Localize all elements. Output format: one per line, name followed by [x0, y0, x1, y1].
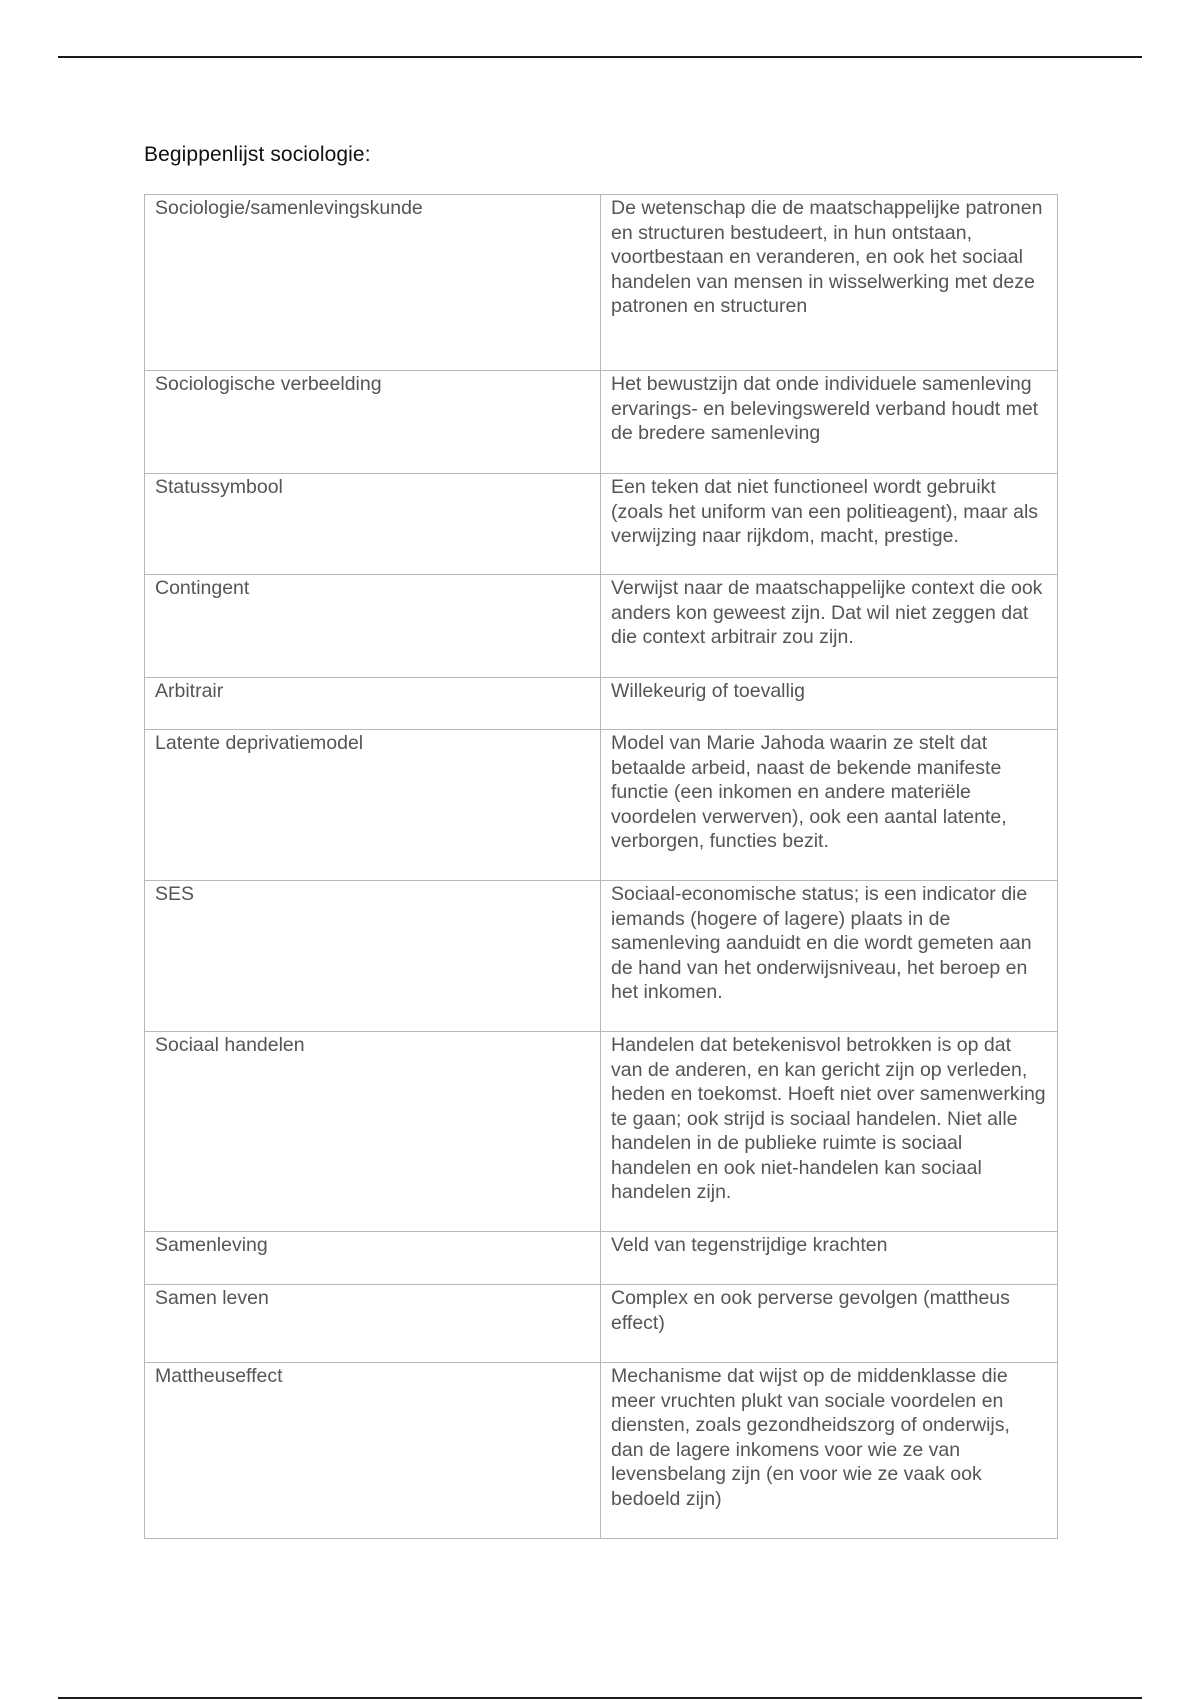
definition-cell: Willekeurig of toevallig [601, 678, 1058, 730]
definition-cell: Verwijst naar de maatschappelijke context die ook anders kon geweest zijn. Dat wil niet zeggen dat die context arbitrair zou zijn. [601, 575, 1058, 678]
definition-cell: Een teken dat niet functioneel wordt gebruikt (zoals het uniform van een politieagent), maar als verwijzing naar rijkdom, macht, prestige. [601, 474, 1058, 575]
table-row [145, 678, 1058, 730]
term-cell: Sociologie/samenlevingskunde [145, 195, 601, 371]
definition-cell: Mechanisme dat wijst op de middenklasse die meer vruchten plukt van sociale voordelen en diensten, zoals gezondheidszorg of onderwijs, dan de lagere inkomens voor wie ze van levensbelang zijn (en voor wie ze vaak ook bedoeld zijn) [601, 1363, 1058, 1539]
table-row [145, 730, 1058, 881]
term-cell: SES [145, 881, 601, 1032]
term-cell: Latente deprivatiemodel [145, 730, 601, 881]
definition-cell: Sociaal-economische status; is een indicator die iemands (hogere of lagere) plaats in de samenleving aanduidt en die wordt gemeten aan de hand van het onderwijsniveau, het beroep en het inkomen. [601, 881, 1058, 1032]
table-row [145, 1032, 1058, 1232]
header-rule [58, 56, 1142, 58]
table-row [145, 195, 1058, 371]
table-row [145, 371, 1058, 474]
glossary-table [144, 194, 1058, 1539]
term-cell: Arbitrair [145, 678, 601, 730]
page-title: Begippenlijst sociologie: [144, 143, 371, 166]
table-row [145, 474, 1058, 575]
term-cell: Samenleving [145, 1232, 601, 1285]
definition-cell: De wetenschap die de maatschappelijke patronen en structuren bestudeert, in hun ontstaan, voortbestaan en veranderen, en ook het sociaal handelen van mensen in wisselwerking met deze patronen en structuren [601, 195, 1058, 371]
term-cell: Mattheuseffect [145, 1363, 601, 1539]
definition-cell: Veld van tegenstrijdige krachten [601, 1232, 1058, 1285]
term-cell: Sociaal handelen [145, 1032, 601, 1232]
definition-cell: Complex en ook perverse gevolgen (mattheus effect) [601, 1285, 1058, 1363]
table-row [145, 575, 1058, 678]
term-cell: Statussymbool [145, 474, 601, 575]
definition-cell: Handelen dat betekenisvol betrokken is op dat van de anderen, en kan gericht zijn op verleden, heden en toekomst. Hoeft niet over samenwerking te gaan; ook strijd is sociaal handelen. Niet alle handelen in de publieke ruimte is sociaal handelen en ook niet-handelen kan sociaal handelen zijn. [601, 1032, 1058, 1232]
table-row [145, 1363, 1058, 1539]
table-row [145, 1285, 1058, 1363]
definition-cell: Model van Marie Jahoda waarin ze stelt dat betaalde arbeid, naast de bekende manifeste functie (een inkomen en andere materiële voordelen verwerven), ook een aantal latente, verborgen, functies bezit. [601, 730, 1058, 881]
term-cell: Contingent [145, 575, 601, 678]
table-row [145, 881, 1058, 1032]
term-cell: Sociologische verbeelding [145, 371, 601, 474]
definition-cell: Het bewustzijn dat onde individuele samenleving ervarings- en belevingswereld verband houdt met de bredere samenleving [601, 371, 1058, 474]
term-cell: Samen leven [145, 1285, 601, 1363]
table-row [145, 1232, 1058, 1285]
footer-rule [58, 1697, 1142, 1699]
